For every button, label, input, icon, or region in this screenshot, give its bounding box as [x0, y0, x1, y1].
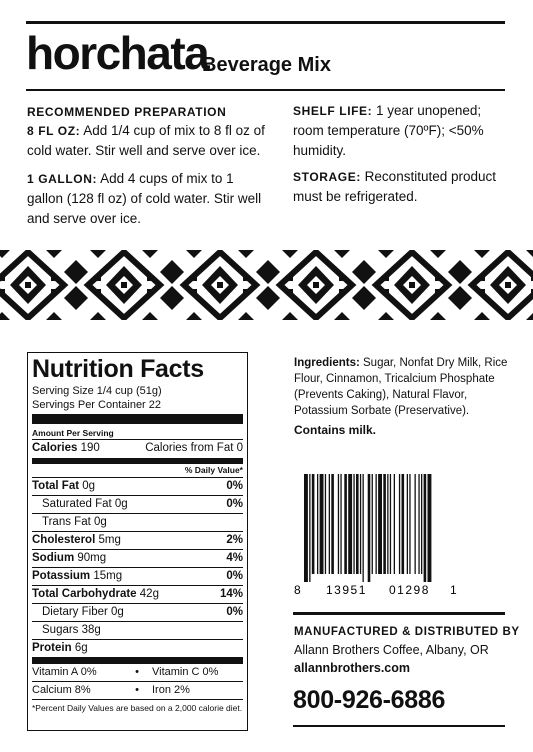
calories: [32, 440, 100, 457]
mineral-row: [32, 681, 243, 699]
nutrient-label: [32, 478, 95, 495]
storage: [293, 167, 508, 207]
barcode-bar: [348, 474, 352, 574]
barcode-bar: [402, 474, 405, 574]
preparation-gallon-text: Add 4 cups of mix to 1 gallon (128 fl oz) of cold water. Stir well and serve over ice.: [27, 171, 262, 226]
barcode-group-2: 01298: [389, 583, 430, 597]
barcode-bar: [407, 474, 408, 574]
nutrient-name: Cholesterol: [32, 534, 96, 546]
nutrient-amount: 42g: [139, 588, 159, 600]
nutrient-rows: [32, 477, 243, 657]
barcode-bar: [368, 474, 371, 582]
barcode-bar: [344, 474, 347, 574]
nutrient-daily-value: 0%: [226, 570, 243, 582]
barcode-bar: [409, 474, 410, 574]
nutrient-name: Total Carbohydrate: [32, 588, 137, 600]
nutrient-label: [32, 514, 107, 531]
bullet-icon: •: [135, 684, 139, 696]
barcode-bar: [418, 474, 419, 574]
barcode-bar: [378, 474, 382, 574]
nutrient-daily-value: 2%: [226, 534, 243, 546]
nutrient-row: [32, 495, 243, 513]
calories-row: [32, 439, 243, 457]
amount-per-serving: Amount Per Serving: [32, 428, 114, 438]
nutrient-daily-value: 0%: [226, 606, 243, 618]
barcode-bar: [421, 474, 422, 574]
manufacturer-rule: [293, 612, 505, 615]
nutrition-thick-bar: [32, 414, 243, 424]
bottom-rule: [293, 725, 505, 727]
calories-label: Calories: [32, 442, 78, 454]
nutrient-name: Sodium: [32, 552, 75, 564]
product-subtitle: Beverage Mix: [202, 54, 331, 76]
barcode-bar: [376, 474, 377, 574]
barcode-bars: [304, 474, 431, 582]
nutrient-label: [32, 568, 122, 585]
nutrient-name: Dietary Fiber: [42, 606, 108, 618]
title-rule: [26, 89, 505, 91]
upc-barcode: [292, 470, 462, 600]
barcode-digit-right: 1: [450, 583, 457, 597]
barcode-bar: [363, 474, 364, 582]
allergen-statement: Contains milk.: [294, 423, 377, 437]
nutrient-daily-value: 0%: [226, 480, 243, 492]
product-title: horchata: [26, 27, 209, 79]
barcode-bar: [320, 474, 324, 574]
barcode-bar: [340, 474, 341, 574]
nutrient-label: [32, 622, 101, 639]
calories-from-fat: Calories from Fat 0: [145, 442, 243, 454]
top-rule: [26, 21, 505, 24]
ingredients-label: Ingredients:: [294, 357, 360, 369]
ingredients-list: Sugar, Nonfat Dry Milk, Rice Flour, Cinnamon, Tricalcium Phosphate (Prevents Caking), Natural Flavor, Potassium Sorbate (Preservative).: [294, 357, 508, 417]
nutrient-name: Sugars: [42, 624, 79, 636]
nutrient-label: [32, 496, 128, 513]
nutrition-facts-panel: [27, 352, 248, 731]
barcode-bar: [325, 474, 326, 574]
preparation-gallon: [27, 169, 267, 229]
shelf-life: [293, 101, 508, 161]
storage-text: Reconstituted product must be refrigerated.: [293, 169, 497, 204]
nutrient-row: [32, 477, 243, 495]
nutrient-row: [32, 621, 243, 639]
barcode-bar: [383, 474, 386, 574]
daily-value-header: % Daily Value*: [32, 463, 243, 477]
vitamin-c: Vitamin C 0%: [152, 666, 219, 678]
phone-number: 800-926-6886: [293, 686, 446, 714]
barcode-bar: [304, 474, 308, 582]
barcode-bar: [428, 474, 432, 582]
barcode-group-1: 13951: [326, 583, 367, 597]
barcode-bar: [424, 474, 427, 582]
nutrient-label: [32, 550, 106, 567]
preparation-gallon-label: 1 GALLON:: [27, 172, 98, 186]
nutrient-label: [32, 604, 124, 621]
barcode-bar: [331, 474, 334, 574]
nutrient-name: Protein: [32, 642, 72, 654]
barcode-digit-left: 8: [294, 583, 301, 597]
preparation-8oz-text: Add 1/4 cup of mix to 8 fl oz of cold water. Stir well and serve over ice.: [27, 123, 265, 158]
nutrient-amount: 5mg: [98, 534, 121, 546]
calories-value: 190: [80, 442, 100, 454]
barcode-bar: [399, 474, 400, 574]
serving-size: Serving Size 1/4 cup (51g): [32, 385, 162, 397]
nutrient-name: Saturated Fat: [42, 498, 112, 510]
manufacturer-website: allannbrothers.com: [294, 661, 410, 675]
barcode-bar: [390, 474, 391, 574]
nutrition-facts-title: Nutrition Facts: [32, 355, 204, 383]
nutrient-amount: 0g: [82, 480, 96, 492]
nutrient-row: [32, 585, 243, 603]
ingredients-text: [294, 355, 519, 419]
barcode-bar: [394, 474, 395, 574]
barcode-bar: [372, 474, 373, 574]
vitamin-row: [32, 664, 243, 681]
nutrient-amount: 0g: [93, 516, 107, 528]
storage-label: STORAGE:: [293, 170, 361, 184]
manufacturer-name: Allann Brothers Coffee, Albany, OR: [294, 643, 489, 657]
barcode-bar: [309, 474, 310, 582]
nutrient-label: [32, 532, 121, 549]
bullet-icon: •: [135, 666, 139, 678]
nutrient-amount: 38g: [81, 624, 101, 636]
nutrient-amount: 6g: [74, 642, 88, 654]
barcode-bar: [317, 474, 318, 574]
shelf-life-text: 1 year unopened; room temperature (70ºF); <50% humidity.: [293, 103, 484, 158]
nutrient-label: [32, 640, 88, 657]
iron: Iron 2%: [152, 684, 190, 696]
servings-per-container: Servings Per Container 22: [32, 399, 162, 411]
decorative-pattern-band: [0, 250, 533, 320]
nutrient-name: Potassium: [32, 570, 91, 582]
nutrient-daily-value: 4%: [226, 552, 243, 564]
nutrient-row: [32, 549, 243, 567]
daily-value-footnote: *Percent Daily Values are based on a 2,000 calorie diet.: [32, 699, 243, 714]
nutrient-amount: 90mg: [77, 552, 107, 564]
manufacturer-heading: MANUFACTURED & DISTRIBUTED BY: [294, 626, 520, 638]
nutrition-thick-bar-bottom: [32, 657, 243, 664]
nutrient-label: [32, 586, 159, 603]
preparation-heading: RECOMMENDED PREPARATION: [27, 105, 227, 119]
nutrient-row: [32, 531, 243, 549]
barcode-bar: [360, 474, 361, 574]
nutrient-row: [32, 603, 243, 621]
calcium: Calcium 8%: [32, 684, 91, 696]
barcode-bar: [356, 474, 359, 574]
barcode-bar: [329, 474, 330, 574]
shelf-section: [293, 101, 508, 207]
preparation-8oz-label: 8 FL OZ:: [27, 124, 81, 138]
nutrient-daily-value: 14%: [219, 588, 243, 600]
nutrient-row: [32, 639, 243, 657]
preparation-section: [27, 103, 267, 229]
nutrient-name: Total Fat: [32, 480, 80, 492]
nutrient-daily-value: 0%: [226, 498, 243, 510]
barcode-bar: [353, 474, 354, 574]
nutrient-amount: 0g: [111, 606, 124, 618]
nutrient-name: Trans Fat: [42, 516, 91, 528]
nutrient-amount: 0g: [114, 498, 128, 510]
nutrient-row: [32, 513, 243, 531]
vitamin-a: Vitamin A 0%: [32, 666, 97, 678]
barcode-bar: [387, 474, 388, 574]
barcode-bar: [312, 474, 315, 574]
preparation-8oz: [27, 121, 267, 161]
nutrient-amount: 15mg: [93, 570, 123, 582]
barcode-bar: [415, 474, 416, 574]
barcode-bar: [338, 474, 339, 574]
nutrient-row: [32, 567, 243, 585]
shelf-life-label: SHELF LIFE:: [293, 104, 373, 118]
